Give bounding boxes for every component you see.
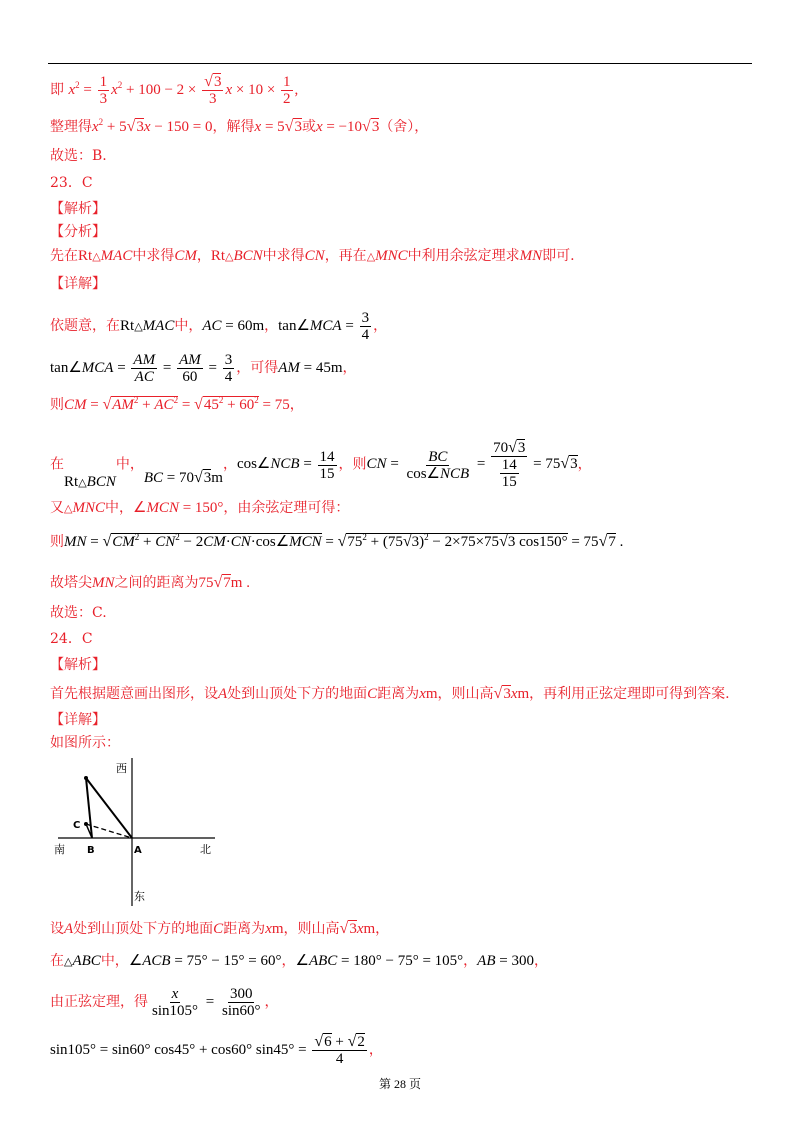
label-north: 北 xyxy=(200,843,211,856)
tan-line: tan∠MCA = $\frac{AM}{AC}$ = $\frac{AM}{60}$ = $\frac{3}{4}$ ，可得AM = 45m， xyxy=(50,352,357,385)
jiexi-heading: 【解析】 xyxy=(50,201,106,217)
label-b: B xyxy=(87,845,95,856)
setup-line: 设A处到山顶处下方的地面C距离为xm，则山高√3xm， xyxy=(50,920,390,937)
label-south: 南 xyxy=(54,843,65,856)
top-rule xyxy=(48,63,752,64)
jiexi-heading-2: 【解析】 xyxy=(50,657,106,673)
text: 即 xyxy=(50,81,64,98)
cos-law-line: 又△MNC中，∠MCN = 150°，由余弦定理可得： xyxy=(50,500,350,516)
sine-law-line: 由正弦定理，得 $\frac{x}{\sin 105^\circ}$ = $\frac{300}{\sin 60^\circ}$ ， xyxy=(50,986,279,1019)
geometry-figure xyxy=(50,758,220,908)
question-24-header: 24．C xyxy=(50,631,93,647)
sin105-line: sin105° = sin60° cos45° + cos60° sin45° = $\frac{√6 + √2}{4}$ ， xyxy=(50,1033,383,1067)
figure-intro: 如图所示： xyxy=(50,735,120,751)
mn-line: 则MN = $√CM^2 + CN^2$ − 2CM·CN·cos∠MCN = $√75^2 + (75√3)^2 - 2\times 75\times 75√3$ cos150° = 75√7 . xyxy=(50,532,624,550)
cn-line: 在Rt△BCN中，BC = 70√3m，cos∠NCB = $\frac{14}{15}$ ，则CN = $\frac{BC}{\text{cos∠NCB}}$ = $\frac{70√3}{\frac{14}{15}}$ = 75√3， xyxy=(50,439,592,491)
analysis-line: 先在Rt△MAC中求得CM，Rt△BCN中求得CN，再在△MNC中利用余弦定理求MN即可. xyxy=(50,248,575,264)
label-west: 西 xyxy=(116,762,127,775)
segment-top-a xyxy=(86,778,132,838)
page-footer: 第 28 页 xyxy=(378,1077,421,1091)
cm-line: 则CM = $√AM^2 + AC^2 = √45^2 + 60^2 = 75$， xyxy=(50,395,304,413)
label-east: 东 xyxy=(134,890,145,903)
triangle-line: 在△ABC中，∠ACB = 75° − 15° = 60°，∠ABC = 180° − 75° = 105°，AB = 300， xyxy=(50,953,548,969)
equation-line-1: 即 $x^2$ = $\frac{1}{3}$ $x^2 + 100 - 2$ × $\frac{√3}{3}$ x × 10 × $\frac{1}{2}$ , xyxy=(50,73,299,107)
answer-b: 故选：B. xyxy=(50,148,107,164)
approach-line: 首先根据题意画出图形，设A处到山顶处下方的地面C距离为xm，则山高√3xm，再利用正弦定理即可得到答案. xyxy=(50,685,730,702)
question-23-header: 23．C xyxy=(50,175,93,191)
xiangjie-heading-2: 【详解】 xyxy=(50,712,106,728)
segment-top-b xyxy=(86,778,92,838)
equation-line-2: 整理得$x^2 + 5√3x - 150 = 0$，解得x = 5√3或x = −10√3（舍）， xyxy=(50,117,429,135)
given-line: 依题意，在Rt△MAC中，AC = 60m，tan∠MCA = $\frac{3}{4}$ ， xyxy=(50,310,388,343)
fenxi-heading: 【分析】 xyxy=(50,224,106,240)
summit-point xyxy=(84,776,88,780)
xiangjie-heading: 【详解】 xyxy=(50,276,106,292)
point-c xyxy=(84,822,88,826)
segment-c-a xyxy=(86,824,132,838)
answer-c: 故选：C. xyxy=(50,605,107,621)
distance-line: 故塔尖MN之间的距离为75√7m . xyxy=(50,574,250,591)
label-a: A xyxy=(134,845,142,856)
label-c: C xyxy=(73,820,81,831)
